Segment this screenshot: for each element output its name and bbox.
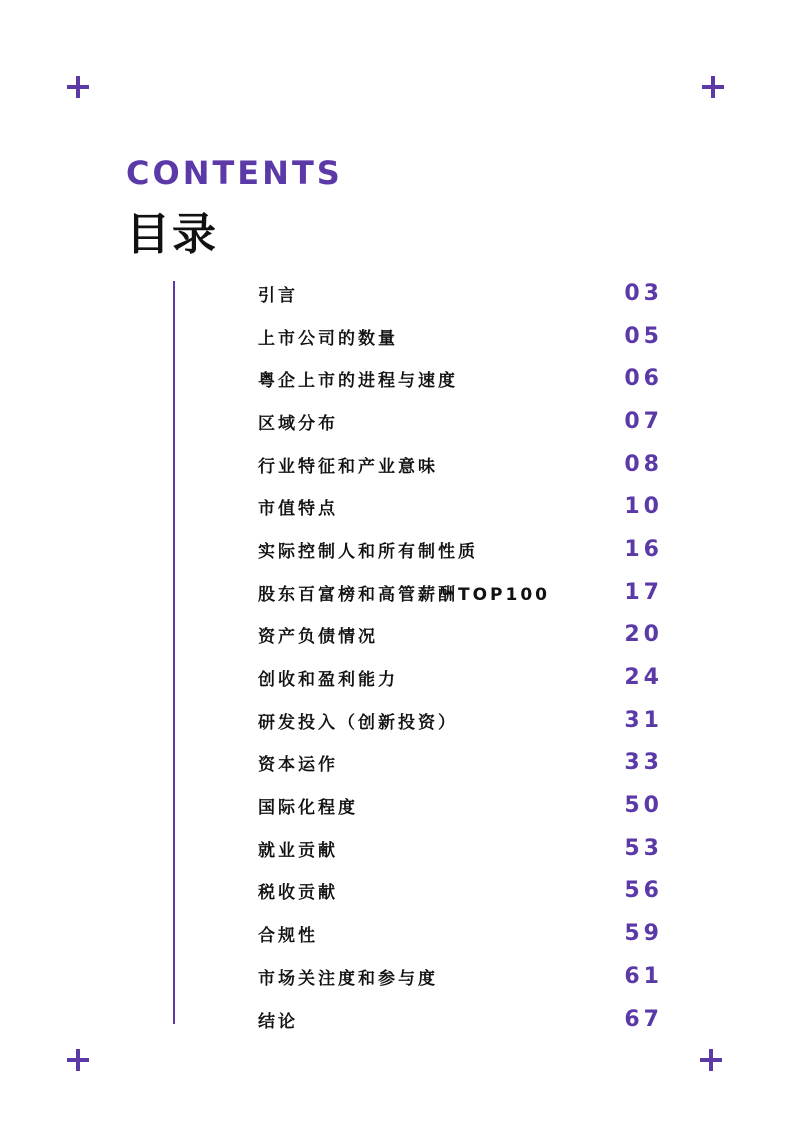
toc-item[interactable] bbox=[258, 998, 663, 1041]
toc-item-page-number: 05 bbox=[624, 323, 663, 349]
toc-item[interactable] bbox=[258, 528, 663, 571]
toc-item-page-number: 07 bbox=[624, 408, 663, 434]
toc-item[interactable] bbox=[258, 656, 663, 699]
toc-item-page-number: 31 bbox=[624, 707, 663, 733]
toc-item[interactable] bbox=[258, 485, 663, 528]
toc-item[interactable] bbox=[258, 870, 663, 913]
toc-item-label: 实际控制人和所有制性质 bbox=[258, 541, 478, 562]
toc-item[interactable] bbox=[258, 784, 663, 827]
plus-decoration-icon bbox=[700, 1049, 722, 1071]
toc-item-page-number: 67 bbox=[624, 1006, 663, 1032]
toc-item-page-number: 33 bbox=[624, 750, 663, 776]
toc-item-label: 上市公司的数量 bbox=[258, 328, 398, 349]
toc-item[interactable] bbox=[258, 827, 663, 870]
table-of-contents bbox=[258, 272, 663, 1040]
plus-decoration-icon bbox=[67, 1049, 89, 1071]
toc-item-page-number: 10 bbox=[624, 494, 663, 520]
toc-item-page-number: 17 bbox=[624, 579, 663, 605]
toc-item-label: 国际化程度 bbox=[258, 798, 358, 819]
toc-item-label: 研发投入（创新投资） bbox=[258, 712, 458, 733]
toc-item-label: 资产负债情况 bbox=[258, 627, 378, 648]
toc-item-page-number: 50 bbox=[624, 793, 663, 819]
toc-item-label: 引言 bbox=[258, 285, 298, 306]
toc-item-page-number: 20 bbox=[624, 622, 663, 648]
toc-item[interactable] bbox=[258, 400, 663, 443]
plus-decoration-icon bbox=[67, 76, 89, 98]
toc-item[interactable] bbox=[258, 955, 663, 998]
toc-item-label: 资本运作 bbox=[258, 755, 338, 776]
toc-item-page-number: 61 bbox=[624, 963, 663, 989]
toc-item[interactable] bbox=[258, 357, 663, 400]
toc-item-label: 合规性 bbox=[258, 926, 318, 947]
toc-item-page-number: 56 bbox=[624, 878, 663, 904]
toc-item[interactable] bbox=[258, 315, 663, 358]
toc-item-label: 市场关注度和参与度 bbox=[258, 968, 438, 989]
toc-item-label: 就业贡献 bbox=[258, 840, 338, 861]
toc-item-page-number: 16 bbox=[624, 536, 663, 562]
toc-item-page-number: 59 bbox=[624, 921, 663, 947]
toc-item[interactable] bbox=[258, 912, 663, 955]
toc-item-page-number: 03 bbox=[624, 280, 663, 306]
toc-item-label: 结论 bbox=[258, 1011, 298, 1032]
vertical-divider bbox=[173, 281, 175, 1024]
toc-item-page-number: 53 bbox=[624, 835, 663, 861]
toc-item[interactable] bbox=[258, 443, 663, 486]
toc-item[interactable] bbox=[258, 614, 663, 657]
toc-item[interactable] bbox=[258, 699, 663, 742]
toc-item[interactable] bbox=[258, 272, 663, 315]
toc-item-label: 市值特点 bbox=[258, 499, 338, 520]
plus-decoration-icon bbox=[702, 76, 724, 98]
toc-item-label: 税收贡献 bbox=[258, 883, 338, 904]
toc-item-page-number: 08 bbox=[624, 451, 663, 477]
toc-item-label: 区域分布 bbox=[258, 413, 338, 434]
toc-item-label: 行业特征和产业意味 bbox=[258, 456, 438, 477]
toc-item-label: 粤企上市的进程与速度 bbox=[258, 371, 458, 392]
contents-heading: CONTENTS bbox=[126, 154, 343, 192]
toc-item-label: 创收和盈利能力 bbox=[258, 670, 398, 691]
toc-item-label: 股东百富榜和高管薪酬TOP100 bbox=[258, 584, 550, 605]
page-title: 目录 bbox=[126, 209, 218, 260]
toc-item-page-number: 06 bbox=[624, 366, 663, 392]
toc-item-page-number: 24 bbox=[624, 665, 663, 691]
toc-item[interactable] bbox=[258, 742, 663, 785]
toc-item[interactable] bbox=[258, 571, 663, 614]
